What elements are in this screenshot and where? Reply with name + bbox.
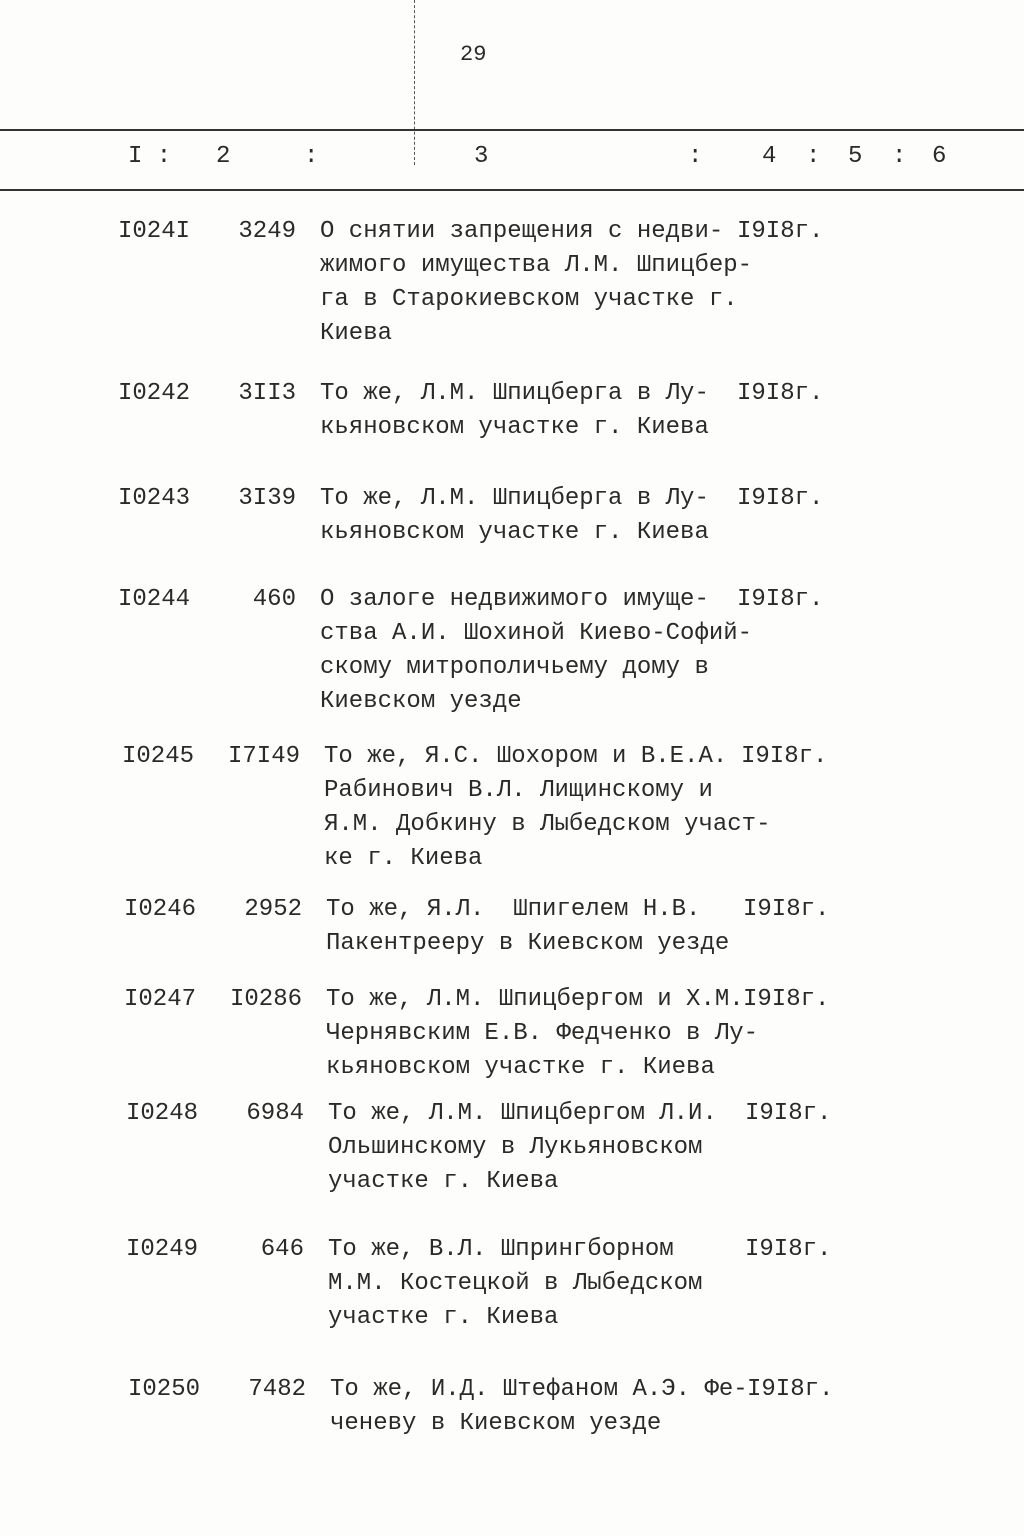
case-year: I9I8г. <box>745 1100 832 1127</box>
sheet-count: 3249 <box>238 218 296 245</box>
sheet-count: 460 <box>252 586 296 613</box>
case-year: I9I8г. <box>741 743 828 770</box>
case-description <box>324 740 770 876</box>
column-separator: : <box>304 143 319 170</box>
description-line: Киева <box>320 320 393 347</box>
description-line: То же, Я.Л. Шпигелем Н.В. <box>326 896 701 923</box>
sheet-count: I0286 <box>229 986 302 1013</box>
sheet-count: 7482 <box>248 1376 306 1403</box>
description-line: ке г. Киева <box>324 845 483 872</box>
description-line: га в Старокиевском участке г. <box>320 286 738 313</box>
case-description <box>320 583 752 719</box>
description-line: То же, Л.М. Шпицбергом Л.И. <box>328 1100 717 1127</box>
description-line: участке г. Киева <box>328 1304 559 1331</box>
column-header-1: I : <box>128 143 172 170</box>
description-line: Пакентрееру в Киевском уезде <box>326 930 730 957</box>
column-separator: : <box>688 143 703 170</box>
column-header-5: 5 <box>848 143 863 170</box>
page-number: 29 <box>460 42 487 67</box>
case-description <box>326 893 729 961</box>
case-description <box>328 1233 702 1335</box>
case-number: I0245 <box>122 743 195 770</box>
description-line: Чернявским Е.В. Федченко в Лу- <box>326 1020 759 1047</box>
description-line: Киевском уезде <box>320 688 522 715</box>
description-line: То же, Я.С. Шохором и В.Е.А. <box>324 743 728 770</box>
case-number: I0246 <box>124 896 197 923</box>
case-number: I024I <box>118 218 191 245</box>
column-separator: : <box>892 143 907 170</box>
case-description <box>320 215 752 351</box>
description-line: кьяновском участке г. Киева <box>320 414 709 441</box>
column-header-3: 3 <box>474 143 489 170</box>
sheet-count: 3II3 <box>238 380 296 407</box>
description-line: То же, Л.М. Шпицбергом и Х.М. <box>326 986 744 1013</box>
column-separator: : <box>806 143 821 170</box>
case-description <box>326 983 758 1085</box>
column-header-6: 6 <box>932 143 947 170</box>
header-top-rule <box>0 129 1024 131</box>
description-line: О залоге недвижимого имуще- <box>320 586 709 613</box>
column-header-4: 4 <box>762 143 777 170</box>
fold-line <box>414 0 415 165</box>
sheet-count: I7I49 <box>227 743 300 770</box>
case-year: I9I8г. <box>737 485 824 512</box>
description-line: Ольшинскому в Лукьяновском <box>328 1134 703 1161</box>
description-line: То же, Л.М. Шпицберга в Лу- <box>320 485 709 512</box>
sheet-count: 2952 <box>244 896 302 923</box>
description-line: М.М. Костецкой в Лыбедском <box>328 1270 703 1297</box>
case-year: I9I8г. <box>737 586 824 613</box>
case-number: I0242 <box>118 380 191 407</box>
description-line: жимого имущества Л.М. Шпицбер- <box>320 252 753 279</box>
column-header-2: 2 <box>216 143 231 170</box>
sheet-count: 3I39 <box>238 485 296 512</box>
description-line: Я.М. Добкину в Лыбедском участ- <box>324 811 771 838</box>
case-year: I9I8г. <box>737 218 824 245</box>
description-line: кьяновском участке г. Киева <box>320 519 709 546</box>
description-line: ченеву в Киевском уезде <box>330 1410 662 1437</box>
case-number: I0244 <box>118 586 191 613</box>
case-description <box>320 482 709 550</box>
case-description <box>320 377 709 445</box>
description-line: скому митрополичьему дому в <box>320 654 709 681</box>
case-description <box>328 1097 717 1199</box>
case-year: I9I8г. <box>743 986 830 1013</box>
sheet-count: 646 <box>260 1236 304 1263</box>
description-line: участке г. Киева <box>328 1168 559 1195</box>
description-line: То же, В.Л. Шпрингборном <box>328 1236 674 1263</box>
case-number: I0243 <box>118 485 191 512</box>
case-description <box>330 1373 748 1441</box>
case-number: I0250 <box>128 1376 201 1403</box>
sheet-count: 6984 <box>246 1100 304 1127</box>
description-line: кьяновском участке г. Киева <box>326 1054 715 1081</box>
description-line: То же, И.Д. Штефаном А.Э. Фе- <box>330 1376 748 1403</box>
description-line: Рабинович В.Л. Лищинскому и <box>324 777 713 804</box>
description-line: О снятии запрещения с недви- <box>320 218 724 245</box>
case-year: I9I8г. <box>743 896 830 923</box>
description-line: ства А.И. Шохиной Киево-Софий- <box>320 620 753 647</box>
case-year: I9I8г. <box>737 380 824 407</box>
case-year: I9I8г. <box>745 1236 832 1263</box>
description-line: То же, Л.М. Шпицберга в Лу- <box>320 380 709 407</box>
case-year: I9I8г. <box>747 1376 834 1403</box>
case-number: I0247 <box>124 986 197 1013</box>
case-number: I0248 <box>126 1100 199 1127</box>
header-bottom-rule <box>0 189 1024 191</box>
case-number: I0249 <box>126 1236 199 1263</box>
